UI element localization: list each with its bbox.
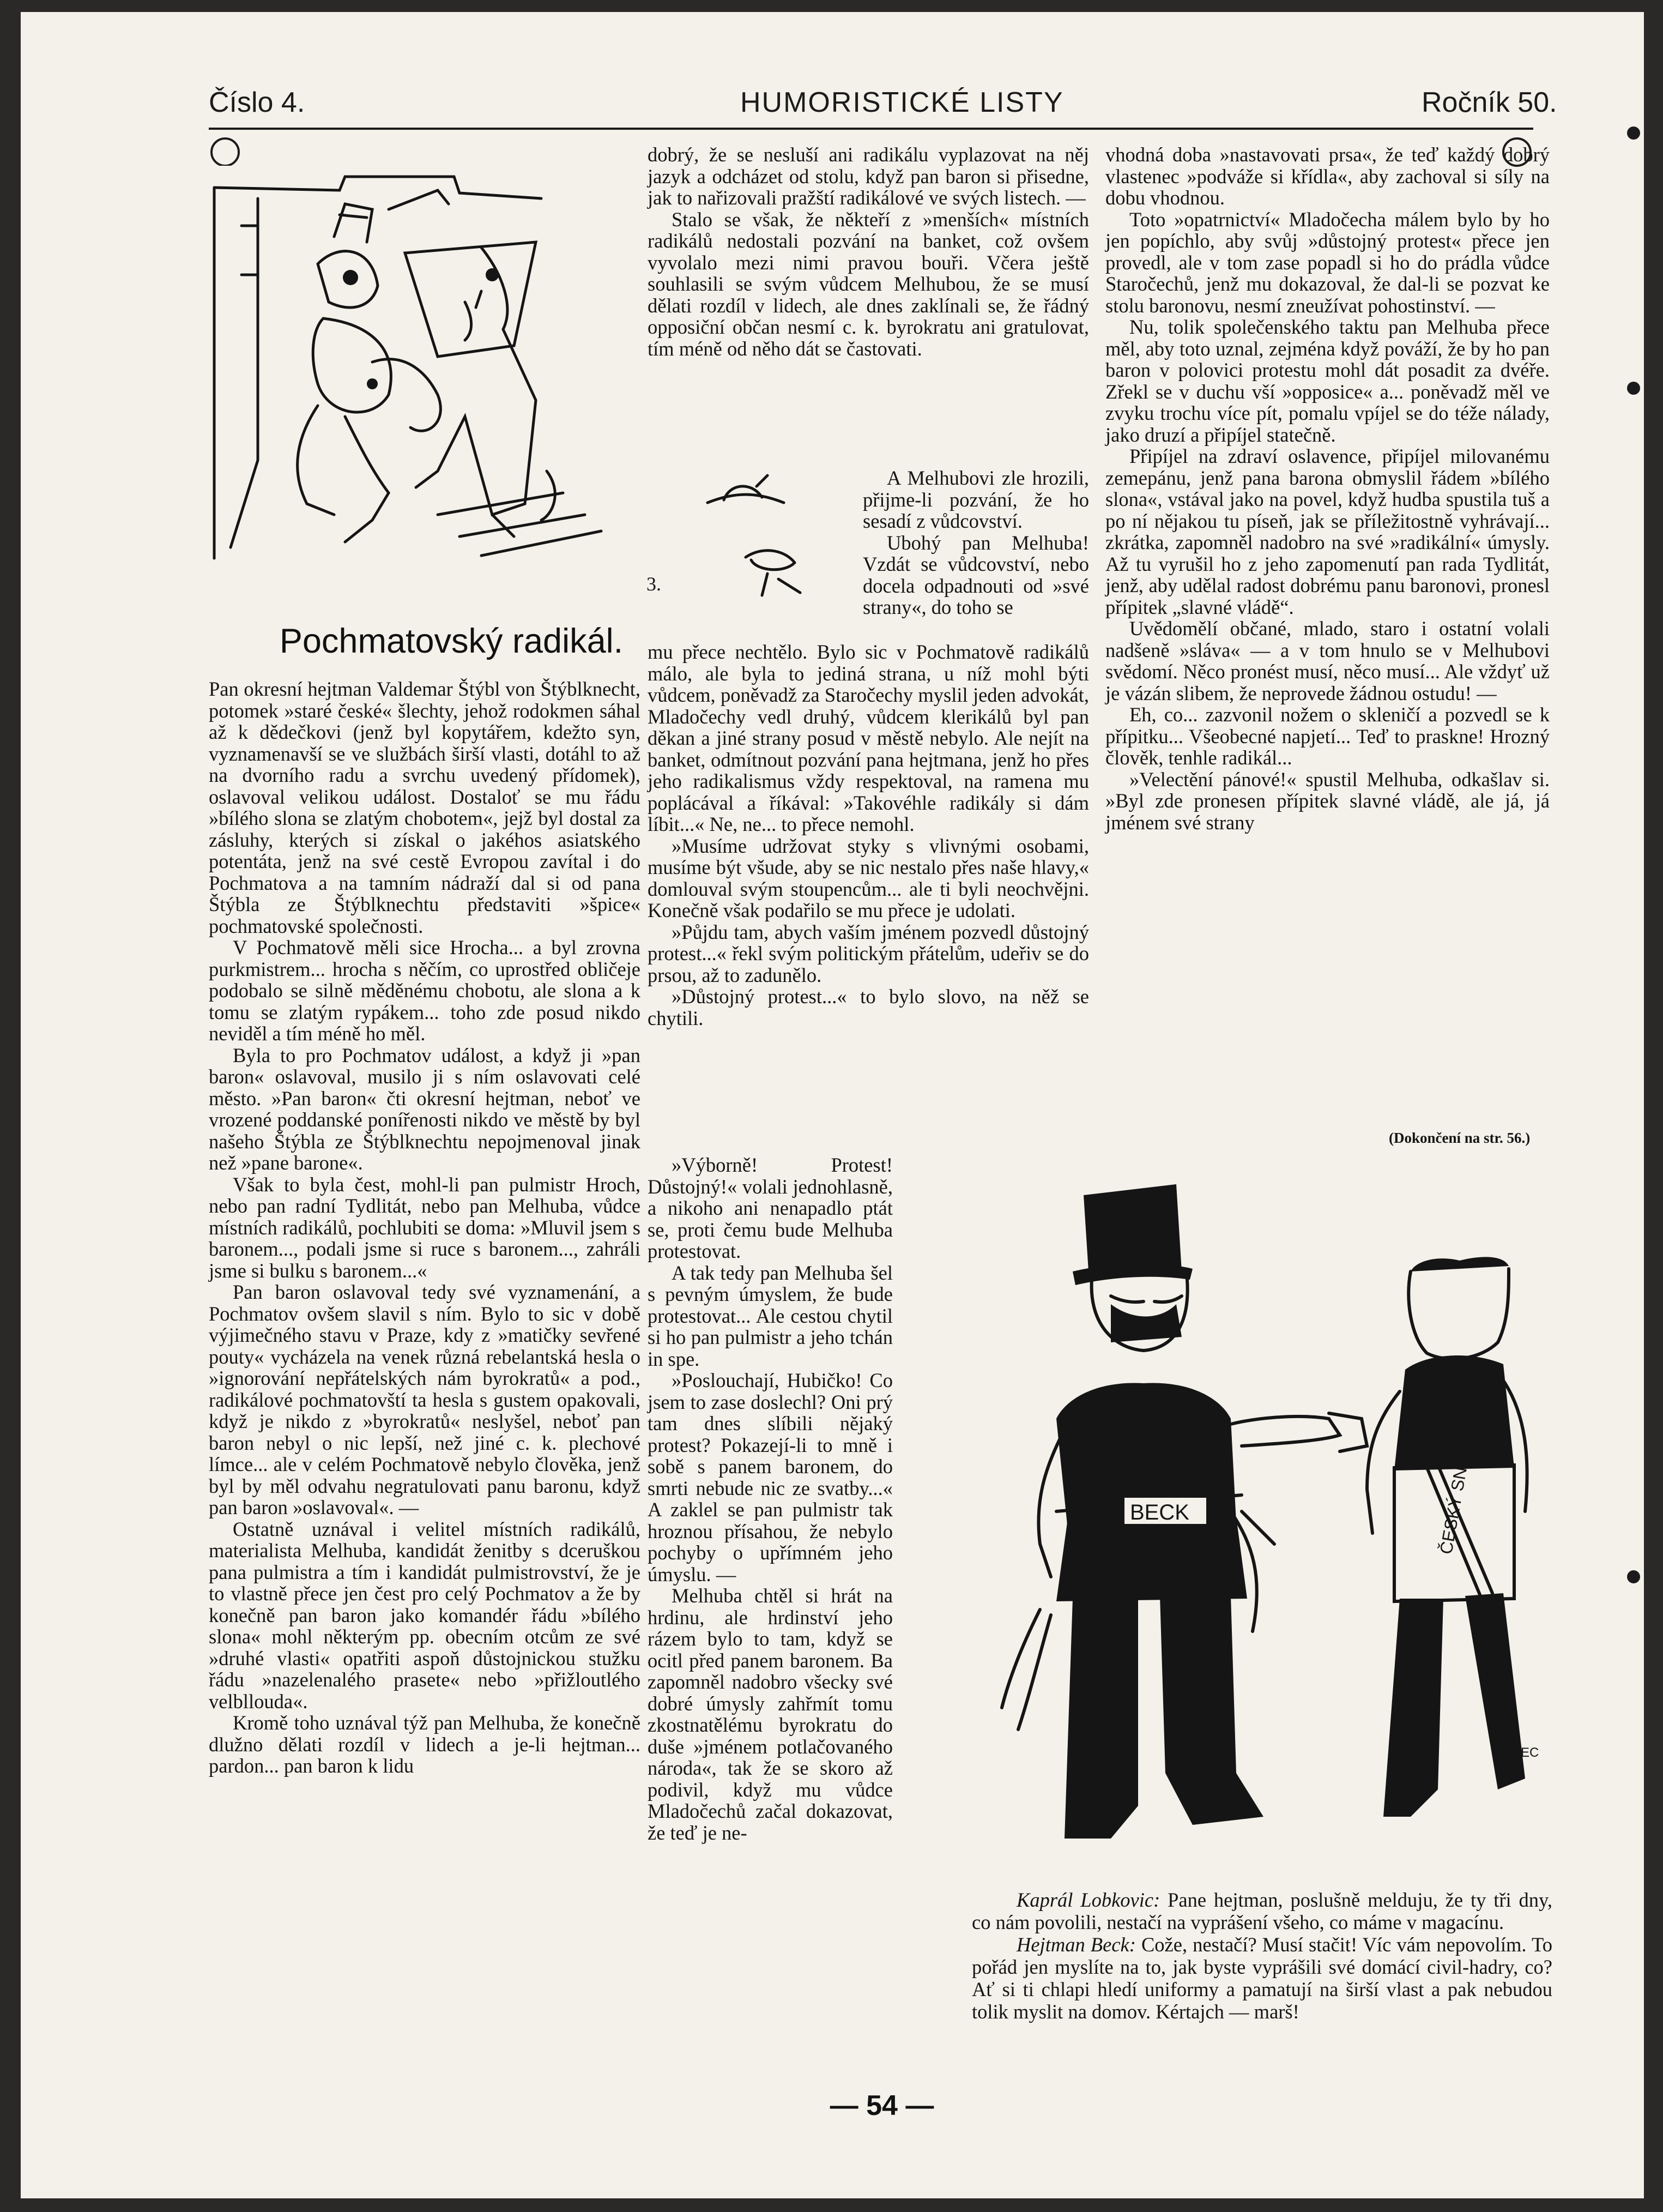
header-rule	[209, 128, 1533, 130]
paragraph: Ostatně uznával i velitel místních radikálů, materialista Melhuba, kandidát ženitby s dceruškou pana pulmistra a tím i kandidát pulmistrovství, že je to vlastně přece jen čest pro celý Pochmatov a že by konečně pan baron jako komandér řádu »bílého slona« mohl některým pp. obecním otcům ze své »druhé vlasti« opatřiti aspoň důstojnickou stužku řádu »nazelenalého prasete« nebo »přižloutlého velbllouda«.	[209, 1517, 640, 1713]
paragraph: dobrý, že se nesluší ani radikálu vyplazovat na něj jazyk a odcházet od stolu, když pan baron si přisedne, jak to nařizovali pražští radikálové ve svých listech. —	[648, 143, 1089, 209]
small-hats-vignette	[691, 470, 855, 601]
punch-hole-icon	[1627, 1570, 1640, 1583]
caption-line	[972, 1933, 1552, 2023]
caption-line	[972, 1889, 1552, 1933]
paragraph: Byla to pro Pochmatov událost, a když ji »pan baron« oslavoval, musilo ji s ním oslavovati celé město. »Pan baron« čti okresní hejtman, neboť ve vrozené poddanské ponířenosti nikdo ve městě by byl našeho Štýbla ze Štýblknechtu nepojmenoval jinak než »pane barone«.	[209, 1044, 640, 1174]
paragraph: »Důstojný protest...« to bylo slovo, na něž se chytili.	[648, 985, 1089, 1029]
cartoon-caption	[972, 1889, 1552, 2023]
punch-hole-icon	[1627, 126, 1640, 140]
column-2-narrow	[863, 467, 1089, 618]
paragraph: Uvědomělí občané, mlado, staro i ostatní volali nadšeně »sláva« — a v tom hnulo se v Melhubovi svědomí. Něco pronést musí, něco musí... Ale vždyť už je vázán slibem, že neprovede žádnou ostudu! —	[1105, 617, 1550, 704]
paragraph: Však to byla čest, mohl-li pan pulmistr Hroch, nebo pan radní Tydlitát, nebo pan Melhuba, vůdce místních radikálů, pochlubiti se doma: »Mluvil jsem s baronem..., podali jsme si ruce s baronem..., zahráli jsme si bulku s baronem...«	[209, 1173, 640, 1282]
volume-number: Ročník 50.	[1422, 87, 1557, 118]
masthead: HUMORISTICKÉ LISTY	[740, 87, 1064, 118]
paragraph: »Poslouchají, Hubičko! Co jsem to zase doslechl? Oni prý tam dnes slíbili nějaký protest? Pokazejí-li to mně i sobě s panem baronem, do smrti nebude nic ze svatby...« A zaklel se pan pulmistr tak hroznou přísahou, že nebylo pochyby o upřímném jeho úmyslu. —	[648, 1369, 893, 1586]
paragraph: Připíjel na zdraví oslavence, připíjel milovanému zemepánu, jenž pana barona obmyslil řádem »bílého slona«, vstával jako na povel, když hudba spustila tuš a po ní nějakou tu píseň, jak se příležitostně vyhrávají... zkrátka, zapomněl nadobro na své »radikální« úmysly. Až tu vyrušil ho z jeho zapomenutí pan rada Tydlitát, jenž, aby udělal radost dobrému panu baronovi, pronesl přípitek „slavné vládě“.	[1105, 445, 1550, 618]
sash-label: ČESKÝ SNĚM	[1436, 1439, 1475, 1556]
paragraph: Kromě toho uznával týž pan Melhuba, že konečně dlužno dělati rozdíl v lidech a je-li hejtman... pardon... pan baron k lidu	[209, 1711, 640, 1777]
paragraph: »Musíme udržovat styky s vlivnými osobami, musíme být všude, aby se nic nestalo přes naše hlavy,« domlouval svým stoupencům... ale ti byli neochvějni. Konečně však podařilo se mu přece je udolati.	[648, 834, 1089, 921]
illustration-number: 3.	[646, 573, 661, 595]
column-2-top	[648, 144, 1089, 359]
paragraph: Pan okresní hejtman Valdemar Štýbl von Štýblknecht, potomek »staré české« šlechty, jehož rodokmen sáhal až k dědečkovi (jenž byl kopytářem, kdežto syn, vyznamenavší se ve službách širší vlasti, dotáhl to až na dvorního radu a svrchu uvedený přídomek), oslavoval velikou událost. Dostaloť se mu řádu »bílého slona se zlatým chobotem«, jejž byl dostal za zásluhy, kterých si získal o jakéhos asiatského potentáta, jenž na své cestě Evropou zavítal i do Pochmatova a na tamním nádraží dal si od pana Štýbla ze Štýblknechtu představiti »špice« pochmatovské společnosti.	[209, 678, 640, 937]
issue-number: Číslo 4.	[209, 87, 305, 118]
column-2-middle	[648, 641, 1089, 1029]
column-2-bottom	[648, 1154, 893, 1843]
punch-hole-icon	[1627, 382, 1640, 395]
paragraph: Nu, tolik společenského taktu pan Melhuba přece měl, aby toto uznal, zejména když pováží, že by ho pan baron v polovici protestu mohl dát posadit za dvéře. Zřekl se v duchu vší »opposice« a... poněvadž měl ve zvyku trochu více pít, pomalu vpíjel se do téže nálady, jako druzí a připíjel statečně.	[1105, 316, 1550, 446]
paragraph: Ubohý pan Melhuba! Vzdát se vůdcovství, nebo docela odpadnouti od »své strany«, do toho se	[863, 531, 1089, 618]
paragraph: vhodná doba »nastavovati prsa«, že teď každý dobrý vlastenec »podváže si křídla«, aby zachoval si síly na dobu vhodnou.	[1105, 143, 1550, 209]
paragraph: Pan baron oslavoval tedy své vyznamenání, a Pochmatov ovšem slavil s ním. Bylo to sic v době výjimečného stavu v Praze, kdy z »matičky sevřené pouty« vycházela na venek různá rebelantská hesla o »ignorování nepřátelských nám byrokratů« a pod., radikálové pochmatovští ta hesla s gustem opakovali, když je nikdo z »byrokratů« neslyšel, neboť pan baron nebyl o nic lepší, než jiné c. k. plechové límce... ale v celém Pochmatově nebylo člověka, jenž byl by měl odvahu negratulovati panu baronu, když pan baron »oslavoval«. —	[209, 1281, 640, 1518]
caption-speaker: Kaprál Lobkovic:	[1017, 1889, 1160, 1911]
paragraph: Melhuba chtěl si hrát na hrdinu, ale hrdinství jeho rázem bylo to tam, když se ocitl před panem baronem. Ba zapomněl nadobro všecky své dobré úmysly zahřmít tomu zkostnatělému byrokratu do duše »jménem potlačovaného národa«, tak že se skoro až podivil, když mu vůdce Mladočechů začal dokazovat, že teď je ne-	[648, 1584, 893, 1844]
caption-text: Pane hejtman, poslušně melduju, že ty tři dny, co nám povolili, nestačí na vyprášení všeho, co máme v magacínu.	[972, 1889, 1552, 1933]
paragraph: »Velectění pánové!« spustil Melhuba, odkašlav si. »Byl zde pronesen přípitek slavné vládě, ale já, já jménem své strany	[1105, 768, 1550, 834]
paragraph: mu přece nechtělo. Bylo sic v Pochmatově radikálů málo, ale byla to jediná strana, u níž mohl býti vůdcem, poněvadž za Staročechy myslil jeden advokát, Mladočechy vedl druhý, vůdcem klerikálů byl pan děkan a jiné strany posud v městě nebylo. Ale nejít na banket, odmítnout pozvání pana hejtmana, jenž ho přes jeho radikalismus vždy respektoval, na ramena mu poplácával a říkával: »Takovéhle radikály si dám líbit...« Ne, ne... to přece nemohl.	[648, 641, 1089, 835]
paragraph: »Půjdu tam, abych vaším jménem pozvedl důstojný protest...« řekl svým politickým přátelům, udeřiv se do prsou, až to zadunělo.	[648, 920, 1089, 986]
paragraph: A tak tedy pan Melhuba šel s pevným úmyslem, že bude protestovat... Ale cestou chytil si ho pan pulmistr a jeho tchán in spe.	[648, 1261, 893, 1370]
caption-text: Cože, nestačí? Musí stačit! Víc vám nepovolím. To pořád jen myslíte na to, jak byste vyprášili své domácí civil-hadry, co? Ať si ti chlapi hledí uniformy a pamatují na širší vlast a pak nebudou tolik myslit na domov. Kértajch — marš!	[972, 1933, 1552, 2023]
cartoon-door-scene	[209, 166, 639, 572]
belt-label: BECK	[1130, 1500, 1189, 1524]
continued-note: (Dokončení na str. 56.)	[1389, 1130, 1531, 1146]
page-number: — 54 —	[830, 2090, 934, 2121]
paragraph: »Výborně! Protest! Důstojný!« volali jednohlasně, a nikoho ani nenapadlo ptát se, proti čemu bude Melhuba protestovat.	[648, 1154, 893, 1262]
paragraph: A Melhubovi zle hrozili, přijme-li pozvání, že ho sesadí z vůdcovství.	[863, 467, 1089, 532]
paragraph: V Pochmatově měli sice Hrocha... a byl zrovna purkmistrem... hrocha s něčím, co uprostřed obličeje podobalo se silně měděnému chobotu, ale slona a k tomu se zlatým rypákem... toho zde posud nikdo neviděl a tím méně ho měl.	[209, 936, 640, 1045]
paragraph: Stalo se však, že někteří z »menších« místních radikálů nedostali pozvání na banket, což ovšem vyvolalo mezi nimi pravou bouři. Včera ještě souhlasili se svým vůdcem Melhubou, že se musí dělati rozdíl v lidech, ale dnes zaklínali se, že řádný opposiční občan nesmí c. k. byrokratu ani gratulovat, tím méně od něho dát se častovati.	[648, 208, 1089, 360]
cartoon-beck-and-corporal	[947, 1162, 1552, 1871]
artist-signature: HUDEC	[1492, 1745, 1539, 1760]
left-ornament-icon	[210, 137, 240, 167]
paragraph: Eh, co... zazvonil nožem o skleničí a pozvedl se k přípitku... Všeobecné napjetí... Teď to praskne! Hrozný člověk, tenhle radikál...	[1105, 703, 1550, 769]
column-1	[209, 678, 640, 1777]
newspaper-page	[21, 12, 1644, 2198]
column-3	[1105, 144, 1550, 833]
article-title: Pochmatovský radikál.	[279, 622, 624, 660]
caption-speaker: Hejtman Beck:	[1017, 1933, 1136, 1956]
paragraph: Toto »opatrnictví« Mladočecha málem bylo by ho jen popíchlo, aby svůj »důstojný protest« přece jen provedl, ale v tom zase popadl si ho do prádla vůdce Staročechů, jenž mu dokazoval, že dal-li se pozvat ke stolu baronovu, nesmí zneužívat pohostinství. —	[1105, 208, 1550, 317]
